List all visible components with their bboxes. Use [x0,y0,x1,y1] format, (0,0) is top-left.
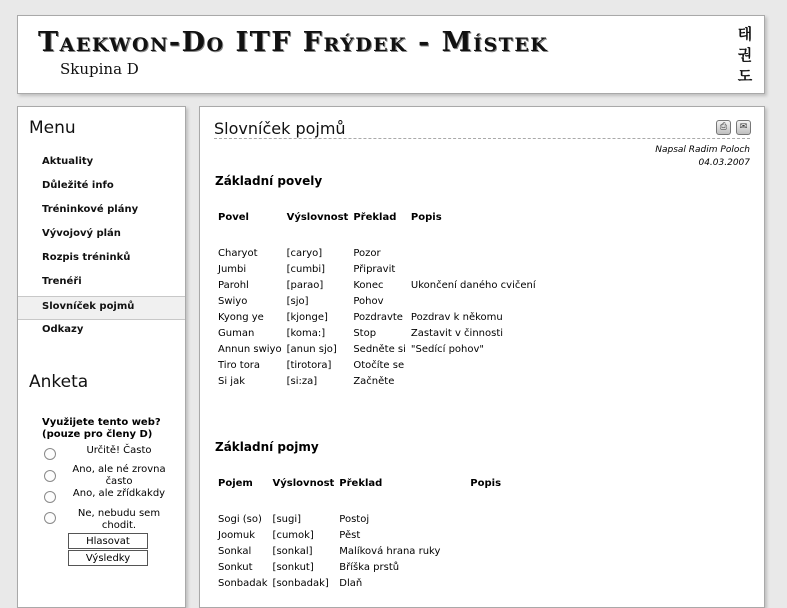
table-row [216,543,504,559]
hangul-char: 권 [737,46,753,64]
pronunciation: [anun sjo] [286,343,337,355]
poll-question: Využijete tento web? (pouze pro členy D) [42,417,161,440]
article-meta [655,144,750,170]
term: Kyong ye [218,311,264,323]
pronunciation: [si:za] [286,375,318,387]
translation: Otočíte se [353,359,405,371]
description: Pozdrav k někomu [410,311,503,323]
table-row [216,357,539,373]
menu-item-treninkove-plany[interactable]: Tréninkové plány [42,204,139,215]
column-header: Pojem [218,477,253,489]
table-row [216,527,504,543]
poll-option-label: Určitě! Často [86,445,152,456]
poll-radio[interactable] [44,448,56,460]
terms-table [216,475,504,591]
table-row [216,309,539,325]
hangul-char: 태 [737,25,753,43]
term: Sonkal [218,545,252,557]
hangul-logo [736,24,754,87]
page-title: Slovníček pojmů [214,119,346,138]
description [409,357,539,373]
table-row [216,559,504,575]
translation: Postoj [339,513,370,525]
menu-item-aktuality[interactable]: Aktuality [42,156,94,167]
description [468,527,504,543]
description [409,293,539,309]
translation: Začněte [353,375,395,387]
translation: Dlaň [339,577,363,589]
column-header: Povel [218,211,249,223]
term: Jumbi [218,263,247,275]
menu-item-vyvojovy-plan[interactable]: Vývojový plán [42,228,121,239]
term: Parohl [218,279,249,291]
description [409,373,539,389]
menu-list [18,152,185,344]
pronunciation: [kjonge] [286,311,328,323]
hangul-char: 도 [737,67,753,85]
poll-heading: Anketa [29,372,89,392]
translation: Konec [353,279,384,291]
pronunciation: [sugi] [272,513,302,525]
pronunciation: [cumok] [272,529,314,541]
term: Sonbadak [218,577,268,589]
pronunciation: [sonkut] [272,561,314,573]
translation: Malíková hrana ruky [339,545,441,557]
site-subtitle: Skupina D [60,60,139,78]
column-header: Překlad [353,211,397,223]
menu-item-treneri[interactable]: Trenéři [42,276,82,287]
poll-option-label: Ano, ale zřídkakdy [72,488,166,499]
description [409,245,539,261]
pronunciation: [sonbadak] [272,577,329,589]
description: Ukončení daného cvičení [410,279,536,291]
description [409,261,539,277]
term: Joomuk [218,529,256,541]
sidebar [17,106,186,608]
menu-item-rozpis-treninku[interactable]: Rozpis tréninků [42,252,131,263]
title-divider [214,138,750,139]
translation: Pozdravte [353,311,403,323]
translation: Pozor [353,247,381,259]
table-row [216,293,539,309]
pronunciation: [parao] [286,279,324,291]
table-row [216,277,539,293]
vote-button[interactable]: Hlasovat [68,533,148,549]
column-header: Popis [470,477,502,489]
menu-item-dulezite-info[interactable]: Důležité info [42,180,114,191]
poll-radio[interactable] [44,470,56,482]
table-row [216,261,539,277]
menu-item-odkazy[interactable]: Odkazy [42,324,84,335]
pronunciation: [koma:] [286,327,326,339]
poll-radio[interactable] [44,512,56,524]
site-title[interactable]: Taekwon-Do ITF Frýdek - Místek [38,27,549,58]
description [468,543,504,559]
menu-heading: Menu [29,118,76,138]
menu-item-slovnicek-pojmu[interactable]: Slovníček pojmů [18,296,185,320]
column-header: Popis [410,211,442,223]
description: Zastavit v činnosti [410,327,504,339]
commands-table [216,209,539,389]
translation: Sedněte si [353,343,406,355]
main-content [199,106,765,608]
table-row [216,373,539,389]
table-row [216,575,504,591]
table-row [216,325,539,341]
term: Sonkut [218,561,253,573]
column-header: Výslovnost [272,477,335,489]
term: Guman [218,327,255,339]
term: Annun swiyo [218,343,282,355]
translation: Bříška prstů [339,561,400,573]
pronunciation: [cumbi] [286,263,326,275]
translation: Stop [353,327,377,339]
description [468,511,504,527]
table-row [216,245,539,261]
pronunciation: [caryo] [286,247,323,259]
section-heading: Základní povely [215,174,323,188]
term: Si jak [218,375,246,387]
term: Swiyo [218,295,248,307]
section-heading: Základní pojmy [215,440,319,454]
term: Tiro tora [218,359,261,371]
results-button[interactable]: Výsledky [68,550,148,566]
term: Charyot [218,247,258,259]
poll-option-label: Ano, ale né zrovna často [72,464,166,487]
pronunciation: [sjo] [286,295,309,307]
date: 04.03.2007 [698,158,750,168]
author: Napsal Radim Poloch [655,145,750,155]
description: "Sedící pohov" [410,343,485,355]
term: Sogi (so) [218,513,262,525]
pronunciation: [sonkal] [272,545,313,557]
table-row [216,511,504,527]
pronunciation: [tirotora] [286,359,332,371]
translation: Připravit [353,263,396,275]
column-header: Výslovnost [286,211,349,223]
poll-radio[interactable] [44,491,56,503]
column-header: Překlad [339,477,383,489]
table-row [216,341,539,357]
email-icon[interactable]: ✉ [736,120,751,135]
description [468,559,504,575]
poll-option-label: Ne, nebudu sem chodit. [77,508,161,531]
site-header [17,15,765,94]
description [468,575,504,591]
pdf-icon[interactable]: ⎙ [716,120,731,135]
translation: Pohov [353,295,384,307]
translation: Pěst [339,529,361,541]
